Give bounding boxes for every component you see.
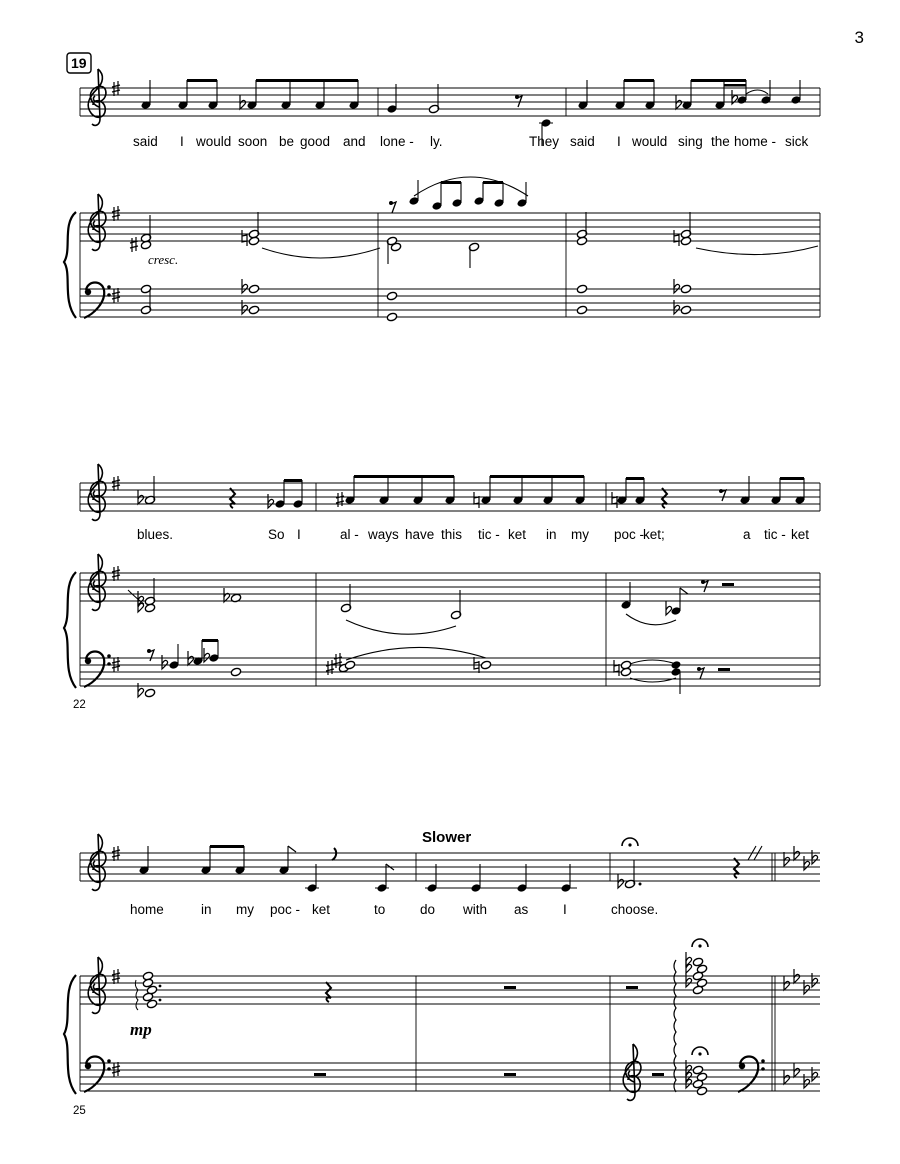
key-signature-sharp-icon — [112, 288, 120, 303]
lyric-syllable: be — [279, 134, 295, 149]
lyric-syllable: good — [300, 134, 331, 149]
lyric-syllable: blues. — [137, 527, 174, 542]
system-2 — [64, 464, 820, 711]
bass-clef-icon — [84, 283, 111, 319]
lyric-syllable: poc - — [270, 902, 301, 917]
lyric-syllable: said — [133, 134, 158, 149]
lyric-syllable: ket; — [643, 527, 665, 542]
system-1 — [64, 53, 820, 322]
lyrics-line — [137, 527, 809, 542]
lyric-syllable: my — [571, 527, 589, 542]
lyric-syllable: So — [268, 527, 285, 542]
system-3 — [64, 829, 820, 1117]
lyric-syllable: sick — [785, 134, 809, 149]
piano-rh-chords — [130, 177, 818, 268]
lyric-syllable: the — [711, 134, 730, 149]
grand-staff-brace-icon — [64, 975, 76, 1094]
lyric-syllable: ly. — [430, 134, 443, 149]
lyric-syllable: and — [343, 134, 366, 149]
lyric-syllable: I — [180, 134, 184, 149]
treble-clef-icon — [88, 464, 106, 520]
lyric-syllable: ways — [368, 527, 399, 542]
clef-change-bass-icon — [738, 1057, 765, 1093]
dynamic-cresc: cresc. — [148, 252, 179, 267]
lyric-syllable: ket — [508, 527, 527, 542]
voice-notes-m3 — [578, 79, 802, 110]
lyric-syllable: this — [441, 527, 463, 542]
voice-notes — [139, 838, 818, 893]
lyric-syllable: I — [617, 134, 621, 149]
key-signature-sharp-icon — [112, 1062, 120, 1077]
piano-bass-staff — [80, 573, 820, 686]
lyric-syllable: to — [374, 902, 386, 917]
bass-clef-icon — [84, 652, 111, 688]
piano-lh-chords — [314, 1044, 818, 1100]
lyric-syllable: do — [420, 902, 436, 917]
lyrics-line — [130, 902, 658, 917]
key-signature-sharp-icon — [112, 476, 120, 491]
key-signature-sharp-icon — [112, 566, 120, 581]
lyric-syllable: tic - — [764, 527, 786, 542]
piano-bass-staff — [80, 976, 820, 1091]
lyric-syllable: home - — [734, 134, 777, 149]
voice-notes-m1 — [141, 79, 360, 110]
lyric-syllable: lone - — [380, 134, 414, 149]
lyric-syllable: I — [297, 527, 301, 542]
key-signature-sharp-icon — [112, 969, 120, 984]
lyric-syllable: tic - — [478, 527, 500, 542]
voice-staff — [80, 853, 820, 881]
lyric-syllable: home — [130, 902, 164, 917]
treble-clef-icon — [88, 554, 106, 610]
key-signature-sharp-icon — [112, 846, 120, 861]
piano-rh-chords — [135, 939, 817, 1092]
lyric-syllable: ket — [312, 902, 331, 917]
key-signature-sharp-icon — [112, 206, 120, 221]
lyric-syllable: poc - — [614, 527, 645, 542]
grand-staff-brace-icon — [64, 572, 76, 688]
lyric-syllable: in — [201, 902, 212, 917]
lyric-syllable: have — [405, 527, 435, 542]
piano-treble-staff — [80, 573, 820, 601]
lyric-syllable: as — [514, 902, 529, 917]
rehearsal-mark: 19 — [71, 55, 87, 71]
lyric-syllable: soon — [238, 134, 268, 149]
piano-lh-chords — [138, 639, 730, 698]
piano-treble-staff — [80, 213, 820, 241]
piano-treble-staff — [80, 976, 820, 1004]
lyric-syllable: said — [570, 134, 595, 149]
lyric-syllable: I — [563, 902, 567, 917]
piano-lh-chords — [140, 279, 691, 322]
lyric-syllable: with — [463, 902, 488, 917]
treble-clef-icon — [88, 69, 106, 125]
lyric-syllable: my — [236, 902, 254, 917]
grand-staff-brace-icon — [64, 212, 76, 318]
treble-clef-icon — [88, 194, 106, 250]
measure-number: 22 — [73, 699, 86, 711]
lyric-syllable: would — [632, 134, 668, 149]
page-number: 3 — [854, 28, 864, 47]
clef-change-treble-icon — [623, 1044, 641, 1100]
tempo-marking: Slower — [422, 829, 472, 846]
lyric-syllable: choose. — [611, 902, 659, 917]
lyrics-line — [133, 134, 808, 149]
voice-staff — [80, 88, 820, 116]
measure-number: 25 — [73, 1105, 86, 1117]
lyric-syllable: a — [743, 527, 751, 542]
piano-bass-staff — [80, 213, 820, 317]
key-signature-sharp-icon — [112, 657, 120, 672]
key-signature-sharp-icon — [112, 81, 120, 96]
dynamic-mp: mp — [130, 1020, 152, 1039]
treble-clef-icon — [88, 834, 106, 890]
piano-rh-chords — [128, 578, 734, 634]
lyric-syllable: ket — [791, 527, 810, 542]
lyric-syllable: would — [196, 134, 232, 149]
bass-clef-icon — [84, 1057, 111, 1093]
lyric-syllable: in — [546, 527, 557, 542]
treble-clef-icon — [88, 957, 106, 1013]
lyric-syllable: al - — [340, 527, 359, 542]
lyric-syllable: sing — [678, 134, 703, 149]
lyric-syllable: They — [529, 134, 560, 149]
